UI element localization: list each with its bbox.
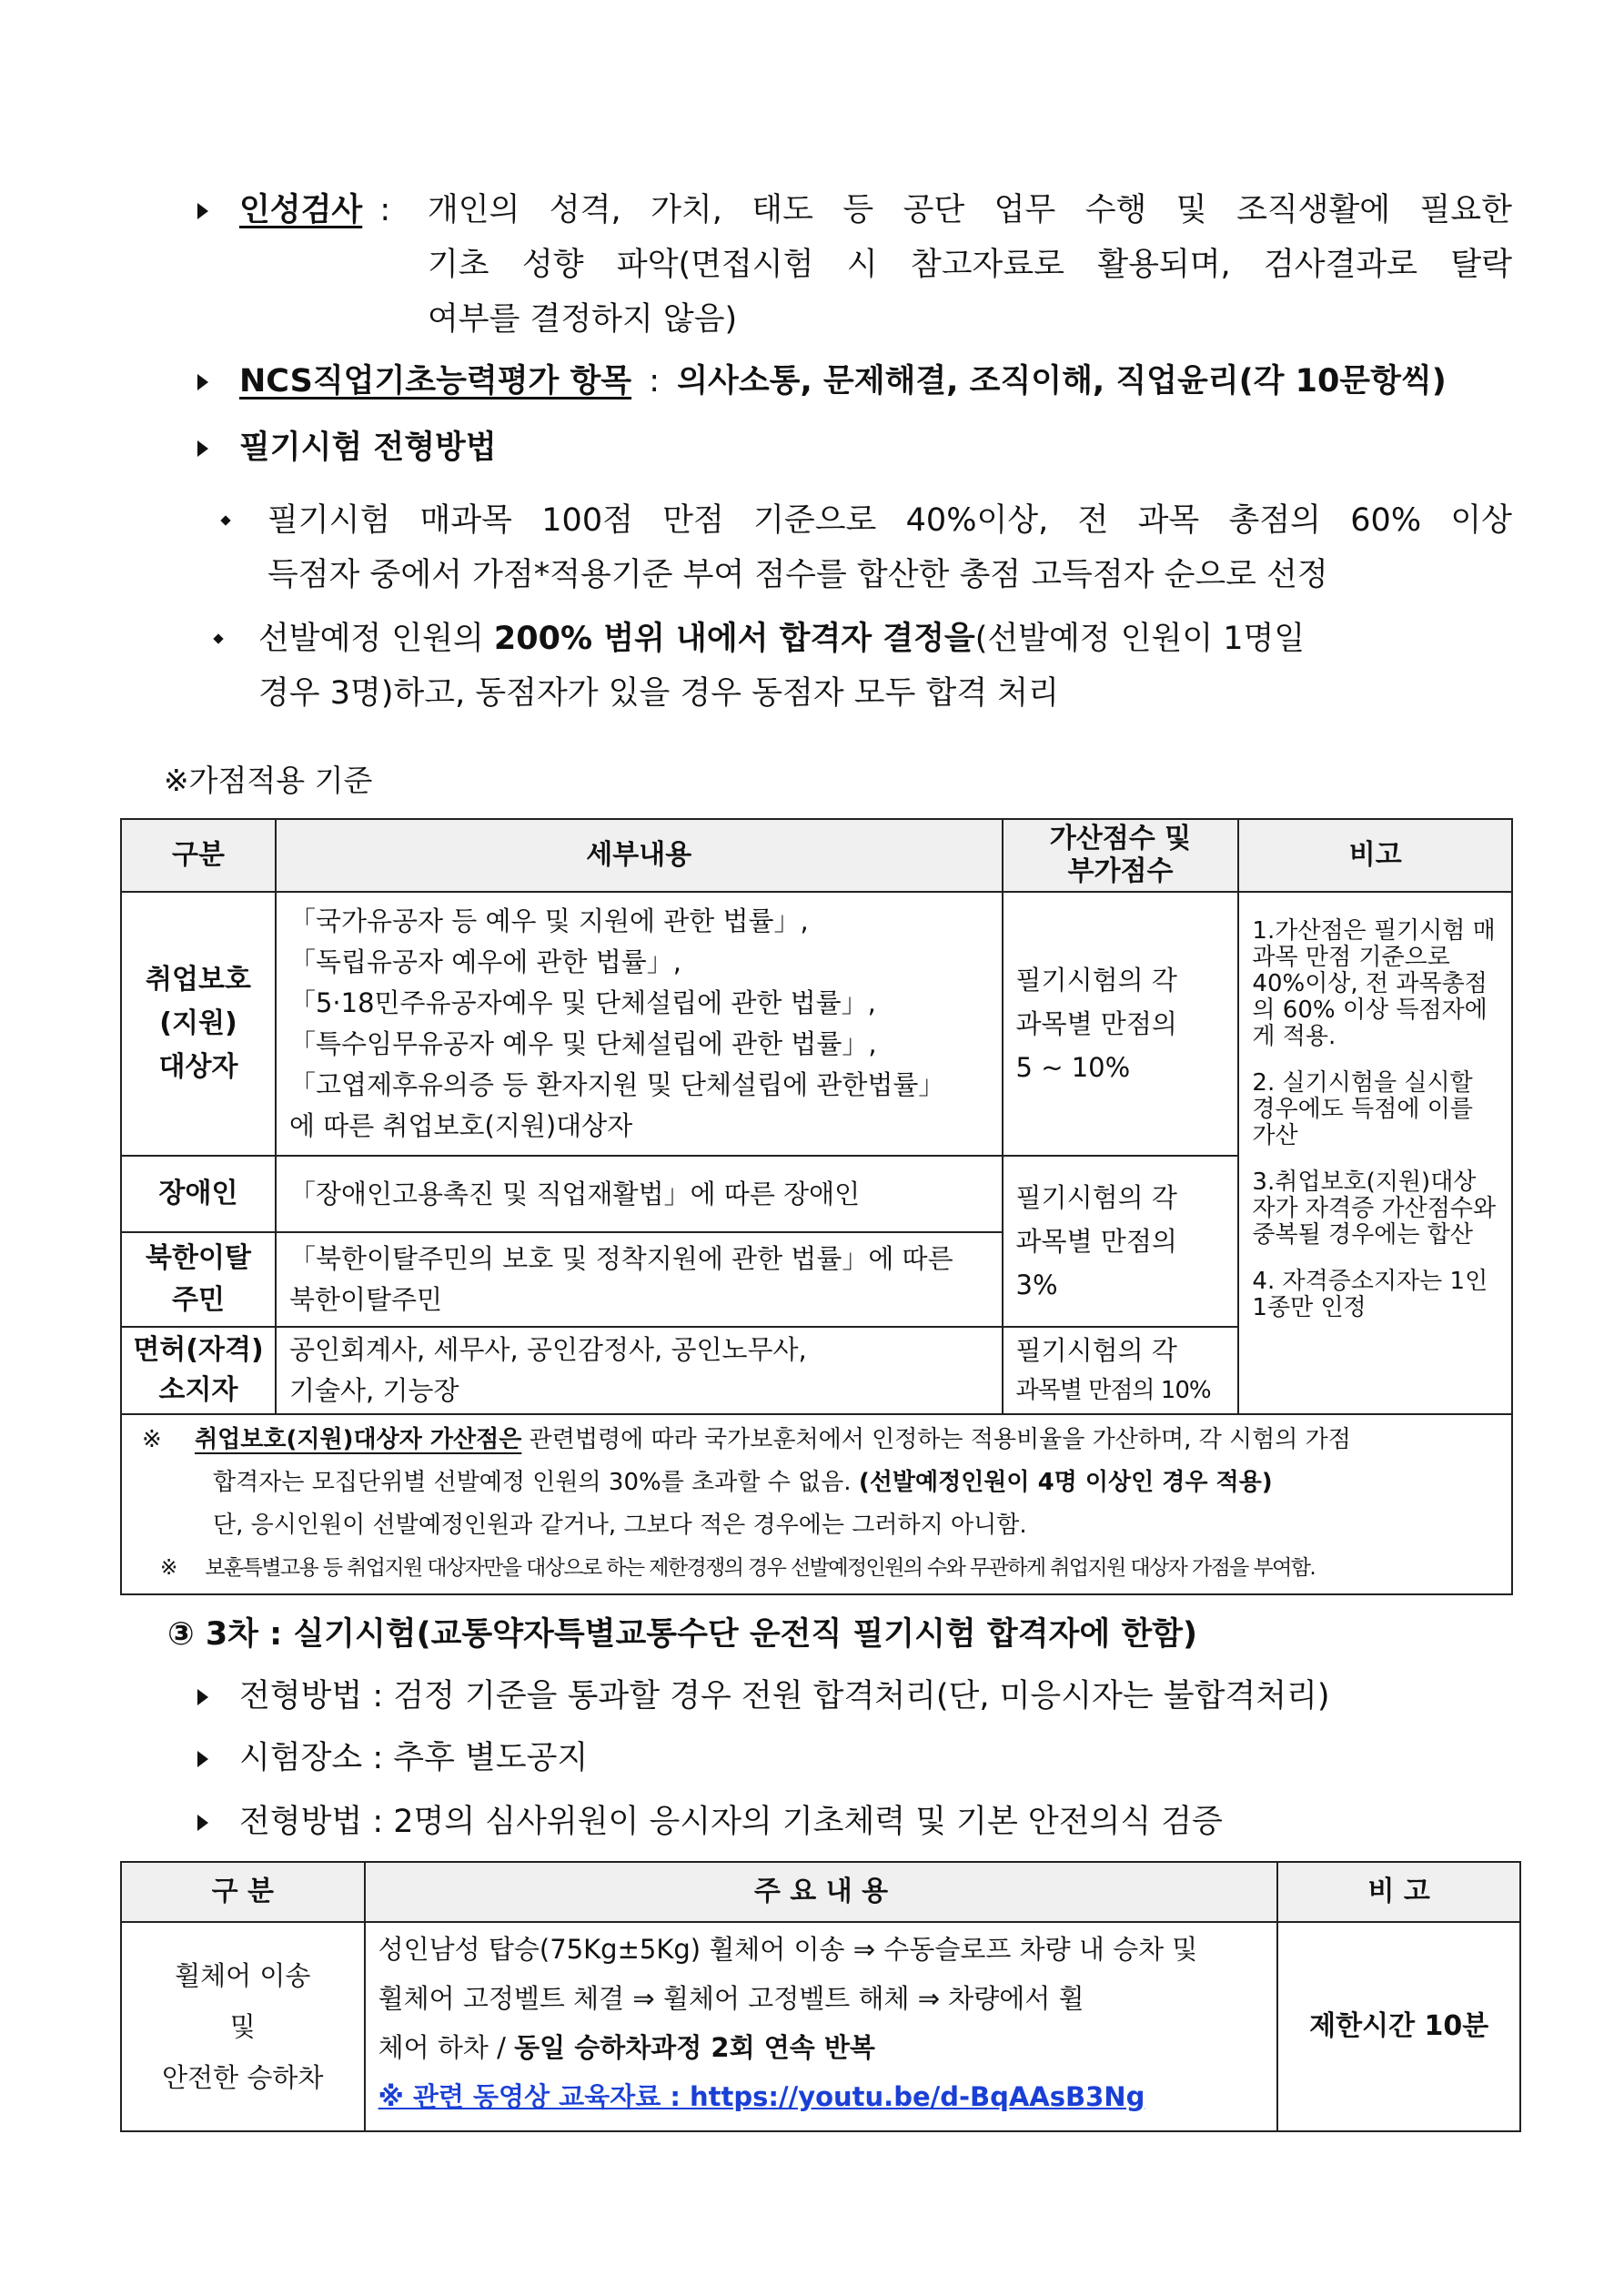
bullet-triangle-icon	[197, 1751, 208, 1767]
note-1-bold-b: (선발예정인원이 4명 이상인 경우 적용)	[858, 1469, 1273, 1496]
bullet-diamond-icon	[213, 633, 223, 643]
detail-cell	[276, 892, 1003, 1156]
ncs-value: 의사소통, 문제해결, 조직이해, 직업윤리(각 10문항씩)	[677, 363, 1447, 400]
bonus-caption: ※가점적용 기준	[164, 763, 373, 798]
category-line: 안전한 승하차	[162, 2062, 324, 2093]
written-bullet-1-line-2: 득점자 중에서 가점*적용기준 부여 점수를 합산한 총점 고득점자 순으로 선정	[267, 557, 1328, 593]
content-text: 체어 하차 /	[378, 2032, 515, 2063]
s3-item-1: 전형방법 : 검정 기준을 통과할 경우 전원 합격처리(단, 미응시자는 불합격처리)	[239, 1678, 1330, 1714]
detail-line: 「5·18민주유공자예우 및 단체설립에 관한 법률」,	[288, 987, 876, 1018]
category-cell: 장애인	[121, 1156, 276, 1232]
note-1-text-b: 합격자는 모집단위별 선발예정 인원의 30%를 초과할 수 없음.	[213, 1469, 859, 1496]
note-1-text: 관련법령에 따라 국가보훈처에서 인정하는 적용비율을 가산하며, 각 시험의 가점	[521, 1426, 1351, 1453]
detail-line: 「장애인고용촉진 및 직업재활법」에 따른 장애인	[288, 1178, 861, 1209]
bullet-2-text-c: (선발예정 인원이 1명일	[974, 621, 1306, 657]
content-cell	[365, 1922, 1278, 2131]
detail-cell	[276, 1327, 1003, 1414]
detail-line: 공인회계사, 세무사, 공인감정사, 공인노무사,	[288, 1334, 807, 1365]
ncs-line	[239, 356, 1447, 407]
written-bullet-2-line-1	[258, 613, 1305, 664]
detail-line: 북한이탈주민	[288, 1284, 443, 1315]
aptitude-title	[239, 185, 390, 236]
detail-line: 「특수임무유공자 예우 및 단체설립에 관한 법률」,	[288, 1028, 877, 1059]
points-cell	[1003, 1327, 1239, 1414]
detail-line: 「고엽제후유의증 등 환자지원 및 단체설립에 관한법률」	[288, 1069, 945, 1100]
note-mark: ※	[160, 1556, 177, 1580]
category-cell	[121, 1922, 365, 2131]
category-cell	[121, 1327, 276, 1414]
points-line: 3%	[1015, 1269, 1058, 1300]
remark-cell: 제한시간 10분	[1277, 1922, 1520, 2131]
bullet-diamond-icon	[220, 515, 230, 525]
s3-item-2: 시험장소 : 추후 별도공지	[239, 1740, 589, 1776]
detail-line: 「독립유공자 예우에 관한 법률」,	[288, 946, 682, 977]
category-text: 면허(자격) 소지자	[133, 1334, 264, 1406]
bullet-2-text-a: 선발예정 인원의	[258, 621, 494, 657]
remarks-cell	[1238, 892, 1512, 1414]
remark-item: 2. 실기시험을 실시할 경우에도 득점에 이를 가산	[1252, 1069, 1473, 1149]
bullet-triangle-icon	[197, 374, 208, 390]
bonus-criteria-table	[120, 818, 1513, 1595]
separator: :	[649, 363, 661, 400]
written-bullet-2-line-2: 경우 3명)하고, 동점자가 있을 경우 동점자 모두 합격 처리	[258, 675, 1059, 712]
note-1-bold: 취업보호(지원)대상자 가산점은	[195, 1426, 522, 1453]
table-row	[121, 1922, 1520, 2131]
table-header-row	[121, 819, 1512, 892]
separator: :	[379, 192, 391, 228]
category-line: 휠체어 이송	[175, 1960, 311, 1991]
bullet-triangle-icon	[197, 1689, 208, 1705]
video-link[interactable]: ※ 관련 동영상 교육자료 : https://youtu.be/d-BqAAsB3Ng	[378, 2081, 1145, 2112]
header-points-text: 가산점수 및 부가점수	[1049, 823, 1192, 887]
bullet-2-text-bold: 200% 범위 내에서 합격자 결정을	[493, 621, 975, 657]
header-detail: 세부내용	[276, 819, 1003, 892]
content-line	[378, 2023, 1265, 2072]
table-header-row	[121, 1862, 1520, 1922]
category-cell	[121, 1232, 276, 1327]
content-line: 휠체어 고정벨트 체결 ⇒ 휠체어 고정벨트 해체 ⇒ 차량에서 휠	[378, 1983, 1084, 2014]
note-1-line-2	[142, 1462, 1500, 1504]
s3-item-3: 전형방법 : 2명의 심사위원이 응시자의 기초체력 및 기본 안전의식 검증	[239, 1804, 1223, 1840]
remark-item: 3.취업보호(지원)대상자가 자격증 가산점수와 중복될 경우에는 합산	[1252, 1168, 1497, 1249]
header-points	[1003, 819, 1239, 892]
points-line: 필기시험의 각	[1015, 1182, 1177, 1213]
header-content: 주 요 내 용	[365, 1862, 1278, 1922]
detail-cell	[276, 1232, 1003, 1327]
header-remarks: 비고	[1238, 819, 1512, 892]
note-1-line-1	[142, 1419, 1500, 1462]
remark-item: 4. 자격증소지자는 1인 1종만 인정	[1252, 1268, 1488, 1321]
category-cell	[121, 892, 276, 1156]
notes-cell	[121, 1414, 1512, 1594]
ncs-title: NCS직업기초능력평가 항목	[239, 363, 632, 400]
detail-line: 「국가유공자 등 예우 및 지원에 관한 법률」,	[288, 905, 809, 936]
bullet-triangle-icon	[197, 440, 208, 457]
points-line: 과목별 만점의	[1015, 1008, 1177, 1039]
header-category: 구분	[121, 819, 276, 892]
detail-line: 기술사, 기능장	[288, 1375, 459, 1406]
category-line: 및	[229, 2011, 256, 2042]
points-line: 과목별 만점의	[1015, 1226, 1177, 1257]
practical-test-table	[120, 1861, 1521, 2132]
category-text: 북한이탈 주민	[146, 1242, 251, 1316]
aptitude-line-3: 여부를 결정하지 않음)	[428, 301, 738, 338]
aptitude-line-1: 개인의 성격, 가치, 태도 등 공단 업무 수행 및 조직생활에 필요한	[428, 192, 1512, 228]
content-line: 성인남성 탑승(75Kg±5Kg) 휠체어 이송 ⇒ 수동슬로프 차량 내 승차 및	[378, 1934, 1198, 1965]
note-2-line	[142, 1547, 1500, 1590]
detail-line: 에 따른 취업보호(지원)대상자	[288, 1110, 633, 1141]
header-category: 구 분	[121, 1862, 365, 1922]
section-3-heading: ③ 3차 : 실기시험(교통약자특별교통수단 운전직 필기시험 합격자에 한함)	[167, 1616, 1197, 1653]
note-1-line-3: 단, 응시인원이 선발예정인원과 같거나, 그보다 적은 경우에는 그러하지 아니함.	[213, 1512, 1027, 1539]
bullet-triangle-icon	[197, 1815, 208, 1831]
header-remarks: 비 고	[1277, 1862, 1520, 1922]
points-line: 5 ~ 10%	[1015, 1052, 1131, 1083]
written-method-title: 필기시험 전형방법	[239, 430, 497, 466]
table-notes-row	[121, 1414, 1512, 1594]
detail-line: 「북한이탈주민의 보호 및 정착지원에 관한 법률」에 따른	[288, 1243, 953, 1274]
content-bold: 동일 승하차과정 2회 연속 반복	[514, 2032, 875, 2063]
detail-cell	[276, 1156, 1003, 1232]
note-2-text: 보훈특별고용 등 취업지원 대상자만을 대상으로 하는 제한경쟁의 경우 선발예정인원의 수와 무관하게 취업지원 대상자 가점을 부여함.	[205, 1556, 1316, 1580]
written-bullet-1-line-1: 필기시험 매과목 100점 만점 기준으로 40%이상, 전 과목 총점의 60% 이상	[267, 502, 1512, 539]
remark-item: 1.가산점은 필기시험 매과목 만점 기준으로 40%이상, 전 과목총점의 60% 이상 득점자에게 적용.	[1252, 917, 1496, 1050]
points-line: 과목별 만점의 10%	[1015, 1377, 1211, 1404]
points-line: 필기시험의 각	[1015, 1335, 1177, 1366]
points-cell	[1003, 1156, 1239, 1327]
table-row	[121, 892, 1512, 1156]
bullet-triangle-icon	[197, 203, 208, 219]
points-cell	[1003, 892, 1239, 1156]
note-mark: ※	[142, 1426, 162, 1453]
aptitude-title-text: 인성검사	[239, 192, 363, 228]
points-line: 필기시험의 각	[1015, 965, 1177, 996]
category-text: 취업보호 (지원) 대상자	[146, 964, 251, 1083]
aptitude-line-2: 기초 성향 파악(면접시험 시 참고자료로 활용되며, 검사결과로 탈락	[428, 247, 1512, 283]
